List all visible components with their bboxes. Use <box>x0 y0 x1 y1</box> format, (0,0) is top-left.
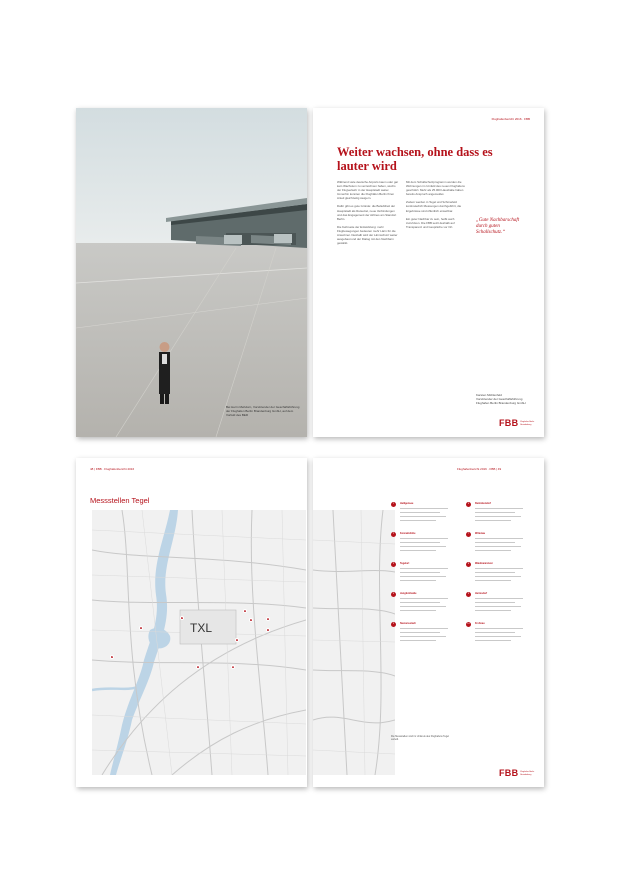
running-header: 48 | FBB · Flughafenbericht 2016 <box>90 467 135 471</box>
legend-name: Jungfernheide <box>400 592 417 595</box>
legend-item <box>391 562 461 592</box>
legend-name: Wittenau <box>475 532 486 535</box>
pull-quote: „Gute Nachbarschaft durch guten Schallschutz.“ <box>476 218 520 235</box>
legend-item <box>391 592 461 622</box>
map-marker: 5 <box>250 619 252 621</box>
fbb-logo <box>499 769 542 778</box>
legend-name: Heiligensee <box>400 502 414 505</box>
logo-mark: FBB <box>499 768 519 778</box>
article-page <box>313 108 544 437</box>
legend-item <box>466 502 536 532</box>
photo-page <box>76 108 307 437</box>
map-marker: 4 <box>244 610 246 612</box>
paragraph: Während viele deutsche Airports kaum oder gar kein Wachstum zu verzeichnen haben, wuchs der Flugverkehr in der Hauptstadt weiter. Immerhin konnten die Flughäfen Berlin Ihren Anteil gleichzeitig steigern. <box>337 180 399 201</box>
paragraph: Die Kehrseite der Entwicklung: mehr Flugbewegungen bedeuten mehr Lärm für die Anwohner. Deshalb wird der Lärmschutz weiter ausgebaut und der Dialog mit den Nachbarn gestärkt. <box>337 224 398 246</box>
legend-name: Hermsdorf <box>475 592 488 595</box>
legend-badge: 3 <box>392 563 395 565</box>
legend-item <box>391 622 461 652</box>
legend-badge: 10 <box>467 623 470 625</box>
legend-name: Reinickendorf <box>475 502 491 505</box>
legend-badge: 1 <box>392 503 395 505</box>
text-column-1 <box>337 180 399 249</box>
legend-name: Siemensstadt <box>400 622 416 625</box>
paragraph: Ein guter Nachbar zu sein, heißt auch zuzuhören. Die FBB setzt deshalb auf Transparenz und Gespräche vor Ort. <box>406 216 455 229</box>
logo-mark: FBB <box>499 418 519 428</box>
legend-badge: 4 <box>392 593 395 595</box>
fbb-logo <box>499 419 542 428</box>
legend-badge: 9 <box>467 593 470 595</box>
map-marker: 1 <box>111 656 113 658</box>
legend-badge: 8 <box>467 563 470 565</box>
text-column-2 <box>406 180 468 233</box>
legend-item <box>391 532 461 562</box>
map-marker: 6 <box>267 618 269 620</box>
map-marker: 8 <box>197 666 199 668</box>
airport-photo <box>76 108 307 437</box>
map-title: Messstellen Tegel <box>90 496 150 505</box>
paragraph: Zudem werden in Tegel und Schönefeld kontinuierlich Messungen durchgeführt, die Ergebnisse sind öffentlich einsehbar. <box>406 200 462 213</box>
logo-subtitle: Flughafen Berlin Brandenburg <box>520 421 535 426</box>
legend-name: Konradshöhe <box>400 532 416 535</box>
map-page-right <box>313 458 544 787</box>
legend-name: Waidmannslust <box>475 562 493 565</box>
legend-item <box>466 562 536 592</box>
legend-badge: 7 <box>467 533 470 535</box>
map-marker: 10 <box>232 666 235 668</box>
paragraph: Mit dem Schallschutzprogramm werden die Wohnungen im Umfeld des neuen Flughafens geschützt. Mehr als 25.000 Haushalte haben bereits Anspruch angemeldet. <box>406 180 465 197</box>
map-marker: 3 <box>181 617 183 619</box>
noise-map-left <box>92 510 306 775</box>
legend-item <box>466 592 536 622</box>
legend-column-2 <box>466 502 536 652</box>
running-header: Flughafenbericht 2016 · FBB <box>491 117 530 121</box>
paragraph: Dafür gibt es gute Gründe: die Beliebtheit der Hauptstadt als Reiseziel, neue Verbindungen und das Engagement der Airlines am Standort Berlin. <box>337 204 397 221</box>
airport-code-label: TXL <box>190 621 213 635</box>
article-title: Weiter wachsen, ohne dass es lauter wird <box>337 145 493 173</box>
map-page-left <box>76 458 307 787</box>
legend-item <box>391 502 461 532</box>
photo-caption: Bei Herrn Mehdorn, Vorsitzender der Geschäftsführung der Flughafen Berlin Brandenburg GmbH, auf dem Vorfeld des BER <box>226 405 300 417</box>
map-marker: 2 <box>140 627 142 629</box>
legend-column-1 <box>391 502 461 652</box>
legend-item <box>466 622 536 652</box>
noise-map-right <box>313 510 395 775</box>
legend-name: Tegelort <box>400 562 410 565</box>
legend-badge: 2 <box>392 533 395 535</box>
map-marker: 7 <box>267 629 269 631</box>
logo-subtitle: Flughafen Berlin Brandenburg <box>520 771 535 776</box>
legend-badge: 5 <box>392 623 395 625</box>
legend-name: Frohnau <box>475 622 485 625</box>
legend-item <box>466 532 536 562</box>
map-note: Die Messstellen sind im Umkreis des Flughafens Tegel verteilt. <box>391 735 449 742</box>
author-signature: Karsten Mühlenfeld Vorsitzender der Geschäftsführung Flughafen Berlin Brandenburg GmbH <box>476 393 526 406</box>
legend-badge: 6 <box>467 503 470 505</box>
map-marker: 9 <box>236 639 238 641</box>
running-header: Flughafenbericht 2016 · FBB | 49 <box>457 467 502 471</box>
